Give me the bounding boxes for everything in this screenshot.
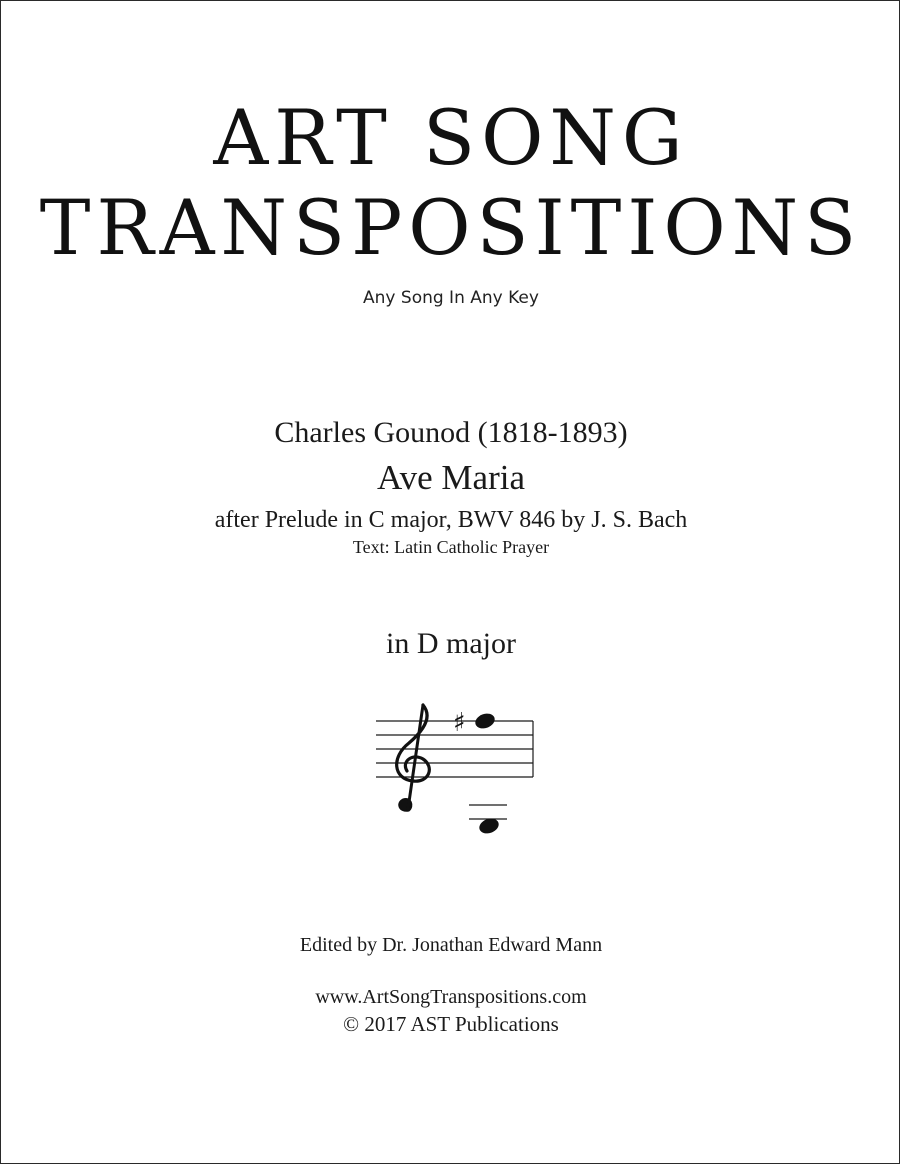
sharp-accidental-icon: ♯ bbox=[453, 708, 466, 738]
range-staff-svg bbox=[361, 691, 541, 851]
website-url[interactable]: www.ArtSongTranspositions.com bbox=[315, 986, 587, 1008]
text-credit: Text: Latin Catholic Prayer bbox=[352, 537, 550, 557]
copyright-notice: © 2017 AST Publications bbox=[343, 1012, 559, 1036]
brand-tagline: Any Song In Any Key bbox=[363, 288, 539, 308]
high-note-f-sharp bbox=[453, 708, 497, 738]
composer-name: Charles Gounod (1818-1893) bbox=[274, 416, 628, 449]
song-title: Ave Maria bbox=[376, 458, 526, 497]
brand-title-line-1: ART SONG bbox=[213, 93, 689, 182]
editor-credit: Edited by Dr. Jonathan Edward Mann bbox=[299, 934, 603, 956]
song-subtitle: after Prelude in C major, BWV 846 by J. S. Bach bbox=[214, 507, 688, 533]
low-note-a bbox=[469, 805, 507, 836]
note-head-high bbox=[473, 711, 497, 731]
key-label: in D major bbox=[386, 627, 516, 660]
brand-title-line-2: TRANSPOSITIONS bbox=[39, 183, 863, 272]
vocal-range-staff bbox=[361, 691, 541, 851]
